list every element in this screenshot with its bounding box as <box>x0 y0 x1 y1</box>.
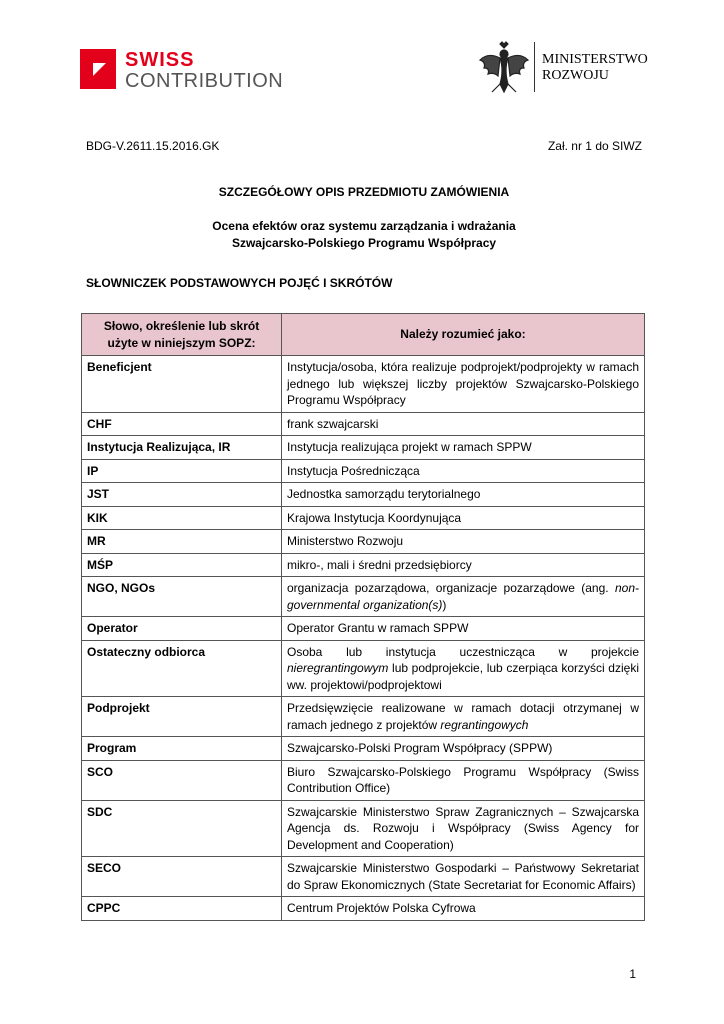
glossary-term: SECO <box>82 857 282 897</box>
glossary-definition: frank szwajcarski <box>282 412 645 436</box>
definition-text: Osoba lub instytucja uczestnicząca w projekcie <box>287 644 639 659</box>
ministry-name-line1: MINISTERSTWO <box>542 52 648 67</box>
glossary-definition: Ministerstwo Rozwoju <box>282 530 645 554</box>
glossary-term: Instytucja Realizująca, IR <box>82 436 282 460</box>
eagle-emblem-icon <box>478 40 530 96</box>
definition-emphasis: nieregrantingowym <box>287 661 389 675</box>
glossary-definition: Instytucja Pośrednicząca <box>282 459 645 483</box>
glossary-definition: Centrum Projektów Polska Cyfrowa <box>282 897 645 921</box>
document-title: SZCZEGÓŁOWY OPIS PRZEDMIOTU ZAMÓWIENIA <box>218 185 510 199</box>
document-subtitle-line2: Szwajcarsko-Polskiego Programu Współpracy <box>231 236 497 250</box>
swiss-contribution-logo <box>80 49 284 95</box>
glossary-definition: Jednostka samorządu terytorialnego <box>282 483 645 507</box>
glossary-term: Program <box>82 737 282 761</box>
table-row <box>82 640 645 697</box>
header-definition: Należy rozumieć jako: <box>282 314 645 356</box>
definition-text: Przedsięwzięcie realizowane w ramach dotacji otrzymanej w ramach jednego z projektów <box>287 701 639 732</box>
table-row <box>82 436 645 460</box>
reference-number: BDG-V.2611.15.2016.GK <box>86 139 220 153</box>
table-row <box>82 617 645 641</box>
glossary-term: Beneficjent <box>82 356 282 413</box>
glossary-term: Ostateczny odbiorca <box>82 640 282 697</box>
glossary-term: CHF <box>82 412 282 436</box>
glossary-term: MŚP <box>82 553 282 577</box>
table-row <box>82 737 645 761</box>
glossary-definition <box>282 640 645 697</box>
document-subtitle-line1: Ocena efektów oraz systemu zarządzania i wdrażania <box>212 219 516 233</box>
table-row <box>82 530 645 554</box>
table-row <box>82 506 645 530</box>
glossary-definition: Operator Grantu w ramach SPPW <box>282 617 645 641</box>
glossary-term: Podprojekt <box>82 697 282 737</box>
table-row <box>82 483 645 507</box>
glossary-definition <box>282 577 645 617</box>
definition-emphasis: non-governmental organization(s) <box>287 581 639 612</box>
glossary-definition: Instytucja/osoba, która realizuje podprojekt/podprojekty w ramach jednego lub większej liczby projektów Szwajcarsko-Polskiego Programu Współpracy <box>282 356 645 413</box>
logo-word-contribution: CONTRIBUTION <box>125 70 284 92</box>
reference-line <box>86 139 642 153</box>
table-row <box>82 897 645 921</box>
glossary-table <box>81 313 645 921</box>
ministry-name-line2: ROZWOJU <box>542 68 609 83</box>
page-number: 1 <box>629 967 636 981</box>
definition-text-end: lub podprojekcie, lub czerpiąca korzyści dzięki ww. projektowi/podprojektowi <box>287 661 639 692</box>
glossary-definition: Krajowa Instytucja Koordynująca <box>282 506 645 530</box>
glossary-definition <box>282 697 645 737</box>
table-row <box>82 553 645 577</box>
header-term: Słowo, określenie lub skrót użyte w niniejszym SOPZ: <box>82 314 282 356</box>
table-row <box>82 459 645 483</box>
attachment-label: Zał. nr 1 do SIWZ <box>547 139 642 153</box>
glossary-term: SCO <box>82 760 282 800</box>
definition-text-end: ) <box>442 597 447 612</box>
glossary-definition: Szwajcarskie Ministerstwo Gospodarki – Państwowy Sekretariat do Spraw Ekonomicznych (State Secretariat for Economic Affairs) <box>282 857 645 897</box>
table-row <box>82 412 645 436</box>
glossary-term: MR <box>82 530 282 554</box>
glossary-term: CPPC <box>82 897 282 921</box>
glossary-term: KIK <box>82 506 282 530</box>
glossary-term: JST <box>82 483 282 507</box>
glossary-definition: Biuro Szwajcarsko-Polskiego Programu Współpracy (Swiss Contribution Office) <box>282 760 645 800</box>
table-row <box>82 800 645 857</box>
glossary-body <box>82 356 645 921</box>
section-title: SŁOWNICZEK PODSTAWOWYCH POJĘĆ I SKRÓTÓW <box>86 276 393 290</box>
glossary-term: IP <box>82 459 282 483</box>
glossary-term: Operator <box>82 617 282 641</box>
table-row <box>82 577 645 617</box>
glossary-definition: Instytucja realizująca projekt w ramach SPPW <box>282 436 645 460</box>
glossary-term: NGO, NGOs <box>82 577 282 617</box>
definition-emphasis: regrantingowych <box>440 717 529 732</box>
table-row <box>82 760 645 800</box>
glossary-definition: mikro-, mali i średni przedsiębiorcy <box>282 553 645 577</box>
definition-text: organizacja pozarządowa, organizacje pozarządowe (ang. <box>287 581 615 595</box>
glossary-definition: Szwajcarskie Ministerstwo Spraw Zagranicznych – Szwajcarska Agencja ds. Rozwoju i Współpracy (Swiss Agency for Development and Cooperation) <box>282 800 645 857</box>
table-row <box>82 857 645 897</box>
glossary-definition: Szwajcarsko-Polski Program Współpracy (SPPW) <box>282 737 645 761</box>
logo-divider <box>534 42 535 92</box>
table-row <box>82 356 645 413</box>
ministry-logo <box>478 40 668 100</box>
logo-word-swiss: SWISS <box>125 49 195 71</box>
glossary-term: SDC <box>82 800 282 857</box>
glossary-header-row <box>82 314 645 356</box>
swiss-flag-icon <box>80 49 116 89</box>
table-row <box>82 697 645 737</box>
